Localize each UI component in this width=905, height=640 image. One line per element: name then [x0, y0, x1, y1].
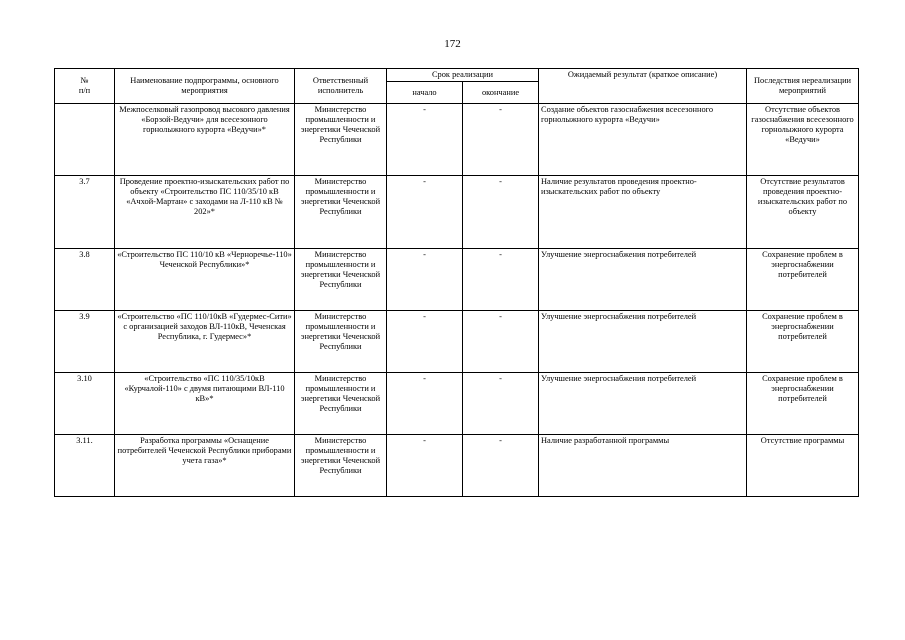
header-num: № п/п [55, 69, 115, 104]
row-end: - [463, 311, 539, 373]
row-start: - [387, 311, 463, 373]
row-responsible: Министерство промышленности и энергетики Чеченской Республики [295, 435, 387, 497]
row-responsible: Министерство промышленности и энергетики Чеченской Республики [295, 104, 387, 176]
header-responsible: Ответственный исполнитель [295, 69, 387, 104]
row-num: 3.11. [55, 435, 115, 497]
row-name: Разработка программы «Оснащение потребителей Чеченской Республики приборами учета газа»* [115, 435, 295, 497]
row-consequences: Отсутствие результатов проведения проектно-изыскательских работ по объекту [747, 176, 859, 249]
row-consequences: Отсутствие программы [747, 435, 859, 497]
row-consequences: Сохранение проблем в энергоснабжении потребителей [747, 311, 859, 373]
table-row [55, 435, 859, 497]
row-responsible: Министерство промышленности и энергетики Чеченской Республики [295, 176, 387, 249]
row-name: «Строительство «ПС 110/10кВ «Гудермес-Сити» с организацией заходов ВЛ-110кВ, Чеченская Республика, г. Гудермес»* [115, 311, 295, 373]
table-row [55, 176, 859, 249]
row-responsible: Министерство промышленности и энергетики Чеченской Республики [295, 249, 387, 311]
header-term-end: окончание [463, 82, 539, 104]
row-result: Наличие разработанной программы [539, 435, 747, 497]
table-row [55, 249, 859, 311]
row-consequences: Сохранение проблем в энергоснабжении потребителей [747, 249, 859, 311]
table-row [55, 104, 859, 176]
row-num: 3.9 [55, 311, 115, 373]
row-num: 3.7 [55, 176, 115, 249]
row-name: «Строительство «ПС 110/35/10кВ «Курчалой-110» с двумя питающими ВЛ-110 кВ»* [115, 373, 295, 435]
row-end: - [463, 249, 539, 311]
row-start: - [387, 435, 463, 497]
header-name: Наименование подпрограммы, основного мероприятия [115, 69, 295, 104]
table-row [55, 311, 859, 373]
row-consequences: Отсутствие объектов газоснабжения всесезонного горнолыжного курорта «Ведучи» [747, 104, 859, 176]
row-responsible: Министерство промышленности и энергетики Чеченской Республики [295, 373, 387, 435]
header-term-start: начало [387, 82, 463, 104]
row-result: Наличие результатов проведения проектно-изыскательских работ по объекту [539, 176, 747, 249]
row-start: - [387, 176, 463, 249]
row-end: - [463, 373, 539, 435]
table-row [55, 373, 859, 435]
row-end: - [463, 104, 539, 176]
header-result: Ожидаемый результат (краткое описание) [539, 69, 747, 104]
row-name: «Строительство ПС 110/10 кВ «Черноречье-110» Чеченской Республики»* [115, 249, 295, 311]
row-name: Межпоселковый газопровод высокого давления «Борзой-Ведучи» для всесезонного горнолыжного курорта «Ведучи»* [115, 104, 295, 176]
row-start: - [387, 373, 463, 435]
row-num: 3.8 [55, 249, 115, 311]
row-name: Проведение проектно-изыскательских работ по объекту «Строительство ПС 110/35/10 кВ «Ачхой-Мартан» с заходами на Л-110 кВ № 202»* [115, 176, 295, 249]
header-term: Срок реализации [387, 69, 539, 82]
row-start: - [387, 104, 463, 176]
program-table [54, 68, 859, 497]
row-consequences: Сохранение проблем в энергоснабжении потребителей [747, 373, 859, 435]
row-result: Улучшение энергоснабжения потребителей [539, 311, 747, 373]
row-start: - [387, 249, 463, 311]
row-num: 3.10 [55, 373, 115, 435]
header-consequences: Последствия нереализации мероприятий [747, 69, 859, 104]
row-num [55, 104, 115, 176]
row-end: - [463, 176, 539, 249]
page-number: 172 [444, 38, 461, 50]
row-result: Улучшение энергоснабжения потребителей [539, 373, 747, 435]
row-responsible: Министерство промышленности и энергетики Чеченской Республики [295, 311, 387, 373]
row-result: Улучшение энергоснабжения потребителей [539, 249, 747, 311]
row-end: - [463, 435, 539, 497]
row-result: Создание объектов газоснабжения всесезонного горнолыжного курорта «Ведучи» [539, 104, 747, 176]
